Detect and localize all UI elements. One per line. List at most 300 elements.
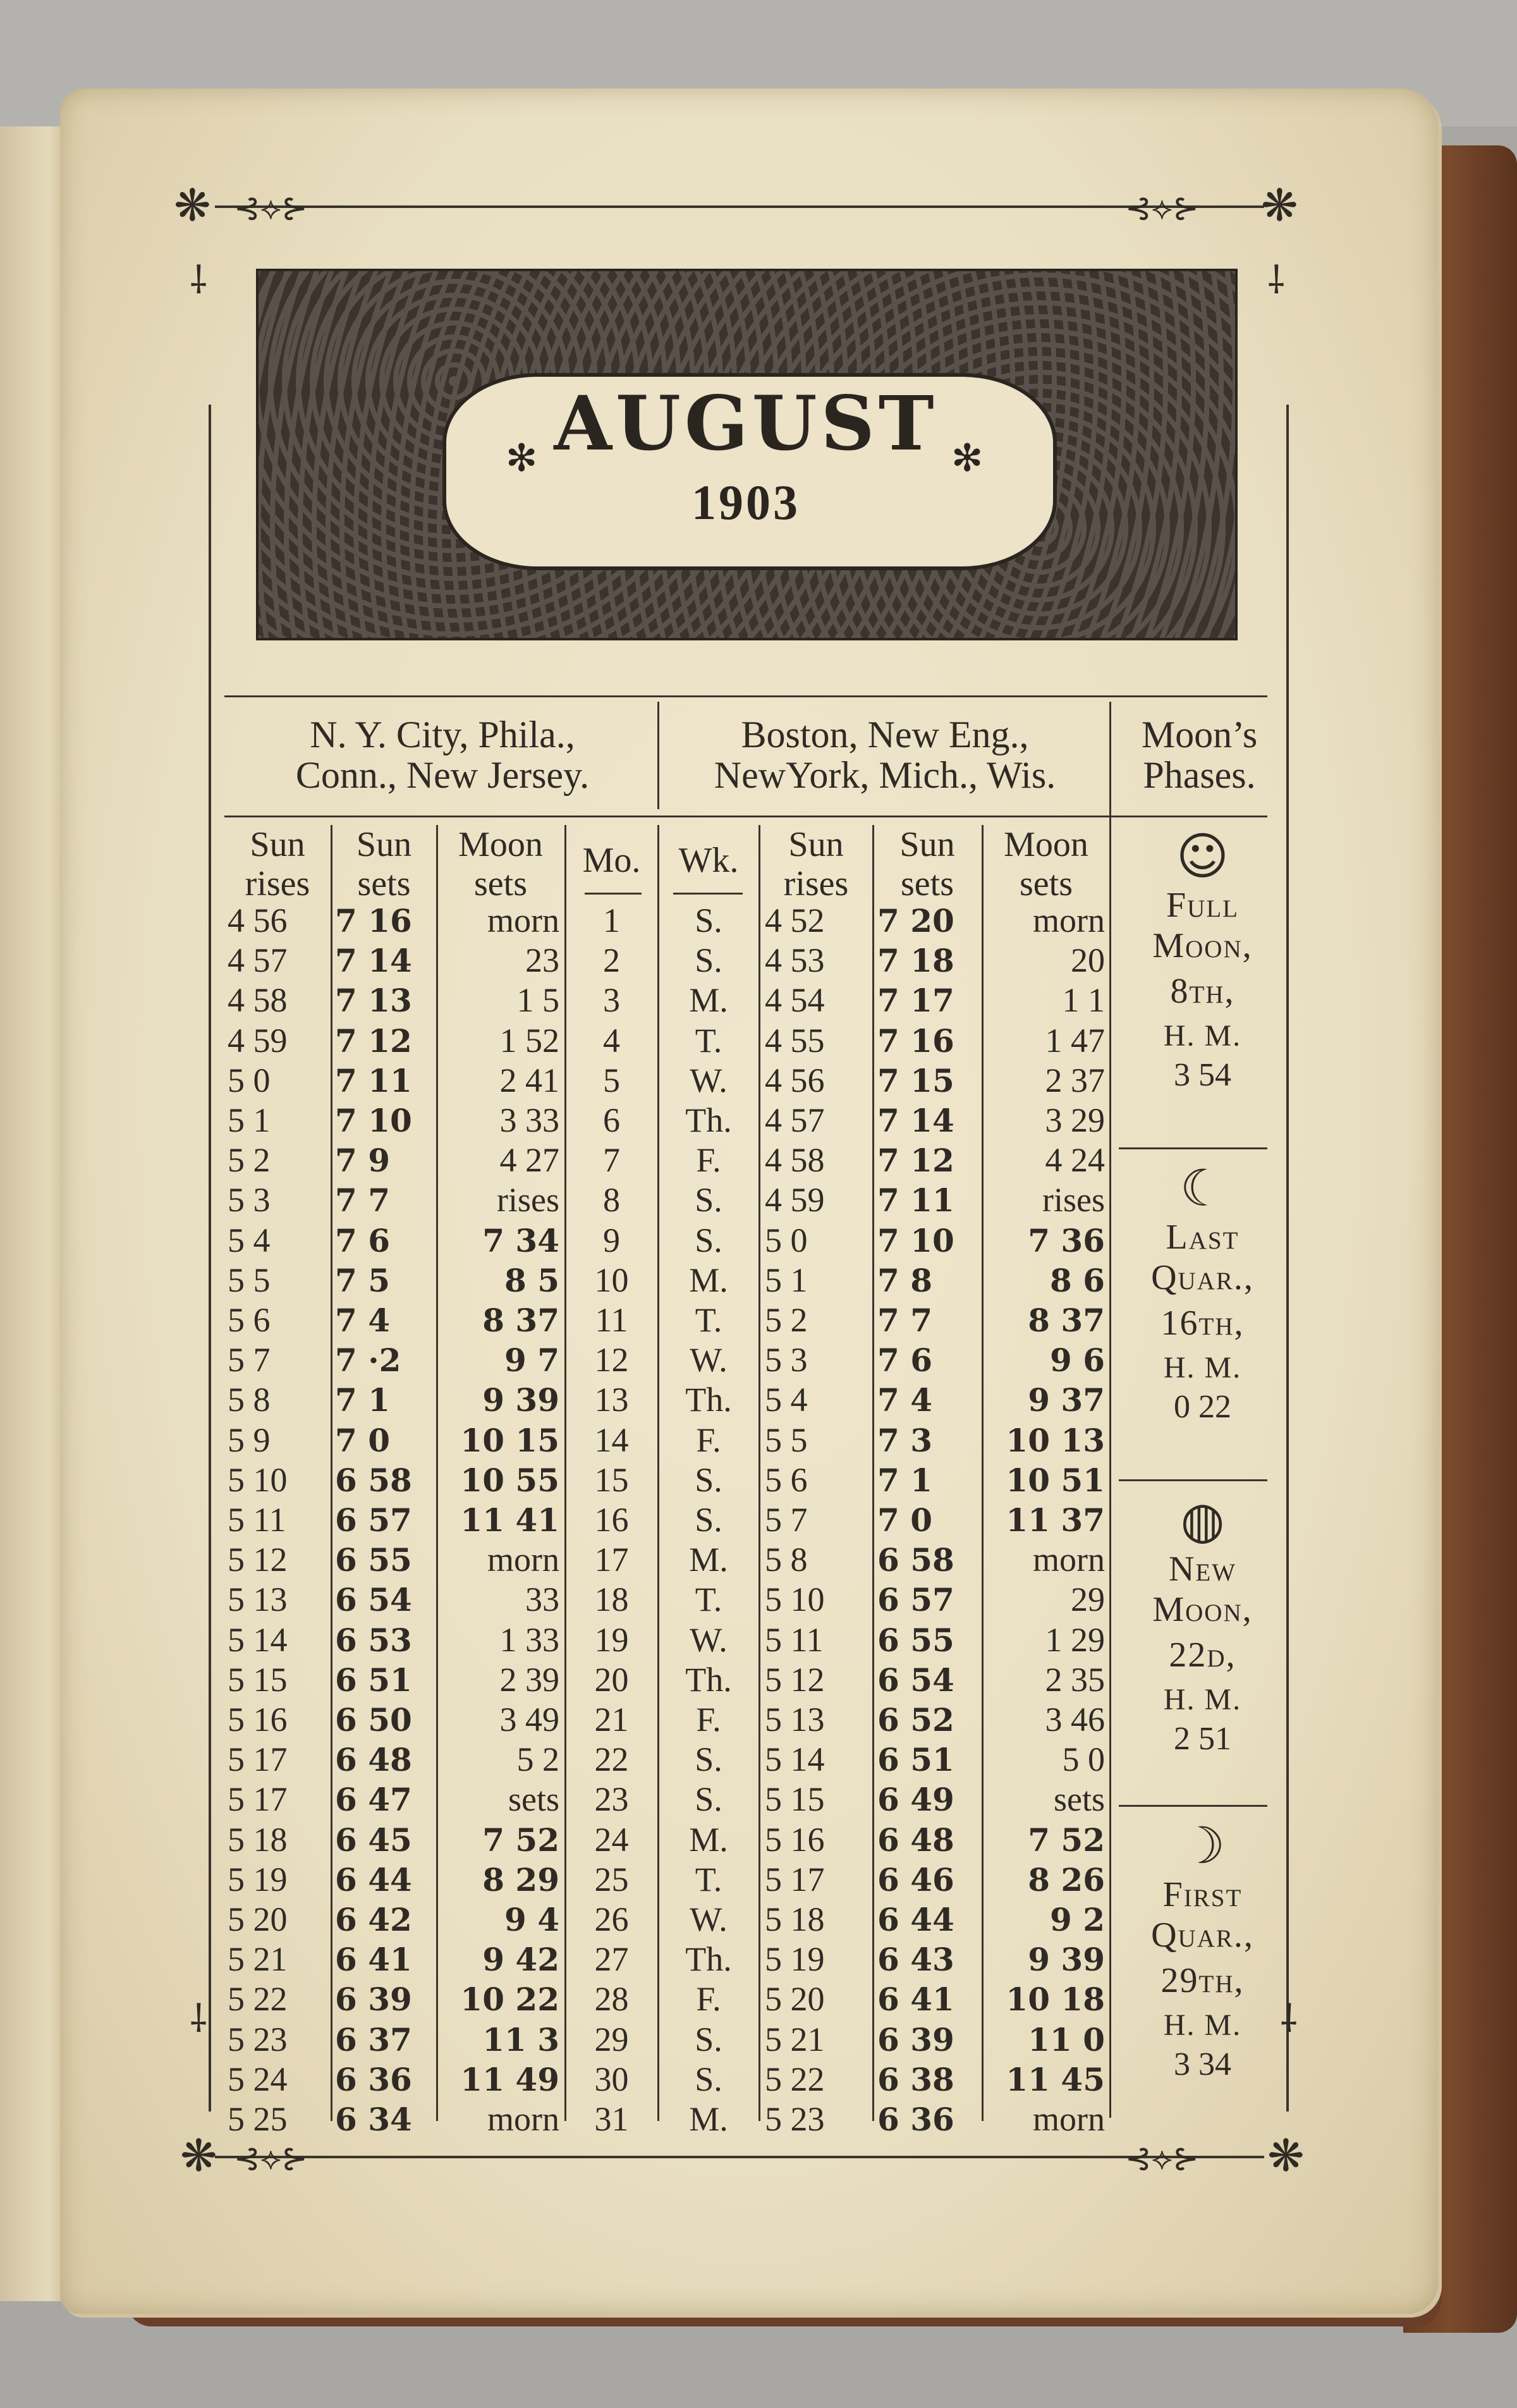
boston-sun-rises: 4 55 (765, 1021, 825, 1060)
weekday: M. (689, 1261, 728, 1299)
boston-sun-rises: 4 57 (765, 1101, 825, 1139)
weekday: F. (696, 1701, 721, 1739)
boston-moon-sets: 29 (1071, 1580, 1105, 1619)
boston-sun-sets: 7 1 (877, 1461, 932, 1499)
boston-moon-sets: 8 6 (1050, 1261, 1105, 1299)
table-row (0, 1061, 1517, 1101)
phase-divider (1119, 1147, 1267, 1149)
phase-divider (1119, 1479, 1267, 1481)
ny-moon-sets: 1 52 (499, 1021, 559, 1060)
boston-moon-sets: sets (1054, 1780, 1105, 1819)
ny-moon-sets: 3 33 (499, 1101, 559, 1139)
table-row (0, 1780, 1517, 1819)
ny-moon-sets: 4 27 (499, 1141, 559, 1180)
corner-ornament-icon: ❋ (174, 180, 211, 231)
table-row (0, 1180, 1517, 1220)
weekday: S. (695, 2020, 722, 2058)
region-divider (657, 702, 659, 809)
full-moon-face-icon: ☺ (1176, 827, 1229, 886)
ny-moon-sets: 2 39 (499, 1660, 559, 1699)
boston-moon-sets: 4 24 (1045, 1141, 1105, 1180)
boston-sun-rises: 5 21 (765, 2020, 825, 2058)
boston-moon-sets: morn (1033, 901, 1105, 939)
month-day: 16 (594, 1501, 629, 1539)
ny-sun-rises: 5 20 (228, 1900, 288, 1938)
month-title: AUGUST (554, 379, 938, 467)
last-quarter-icon: ☾ (1179, 1159, 1226, 1218)
ny-moon-sets: 8 37 (482, 1302, 559, 1339)
table-row (0, 1380, 1517, 1420)
boston-sun-sets: 6 36 (877, 2101, 954, 2138)
ny-sun-sets: 6 42 (335, 1901, 412, 1938)
ny-moon-sets: rises (497, 1181, 559, 1219)
ny-moon-sets: 9 4 (504, 1901, 559, 1938)
scroll-ornament-icon: ⊰⟡⊱ (234, 2140, 308, 2177)
ny-sun-rises: 5 21 (228, 1940, 288, 1979)
boston-moon-sets: 5 0 (1062, 1740, 1105, 1779)
boston-sun-rises: 5 2 (765, 1301, 808, 1339)
ny-sun-sets: 6 53 (335, 1621, 412, 1659)
weekday: S. (695, 1740, 722, 1779)
boston-sun-sets: 7 10 (877, 1221, 954, 1259)
ny-sun-sets: 6 58 (335, 1461, 412, 1499)
table-row (0, 1900, 1517, 1940)
ny-moon-sets: 7 34 (482, 1221, 559, 1259)
weekday: Th. (685, 1101, 732, 1139)
col-header-sun-sets: Sun sets (356, 825, 412, 903)
phase-day: 16th, (1161, 1304, 1245, 1343)
table-row (0, 1300, 1517, 1340)
weekday: T. (695, 1580, 722, 1619)
phase-day: 8th, (1170, 972, 1235, 1011)
ny-sun-rises: 5 12 (228, 1541, 288, 1579)
scroll-ornament-icon: ⊰⟡⊱ (1125, 2140, 1199, 2177)
table-row (0, 2020, 1517, 2060)
ny-sun-rises: 4 59 (228, 1021, 288, 1060)
phase-hm-label: H. M. (1163, 1019, 1242, 1053)
boston-moon-sets: 10 13 (1006, 1421, 1105, 1459)
ny-moon-sets: 11 49 (460, 2060, 559, 2098)
weekday: T. (695, 1021, 722, 1060)
month-day: 11 (595, 1301, 628, 1339)
boston-sun-sets: 6 43 (877, 1941, 954, 1979)
month-day: 25 (594, 1860, 629, 1898)
boston-sun-rises: 5 18 (765, 1900, 825, 1938)
month-day: 15 (594, 1460, 629, 1499)
table-row (0, 1101, 1517, 1140)
ny-sun-sets: 7 12 (335, 1022, 412, 1060)
ny-sun-rises: 4 56 (228, 901, 288, 939)
ny-moon-sets: 9 42 (482, 1941, 559, 1979)
month-day: 30 (594, 2060, 629, 2098)
boston-moon-sets: morn (1033, 1541, 1105, 1579)
month-day: 14 (594, 1421, 629, 1459)
ny-sun-rises: 5 24 (228, 2060, 288, 2098)
wk-underline (673, 893, 743, 895)
table-row (0, 1140, 1517, 1180)
ny-sun-rises: 5 11 (228, 1501, 286, 1539)
boston-moon-sets: 1 29 (1045, 1620, 1105, 1659)
month-day: 23 (594, 1780, 629, 1819)
boston-sun-rises: 5 12 (765, 1660, 825, 1699)
boston-moon-sets: 8 26 (1028, 1861, 1105, 1898)
phase-hm-label: H. M. (1163, 2008, 1242, 2042)
ny-moon-sets: 9 39 (482, 1381, 559, 1419)
col-header-sun-sets-2: Sun sets (899, 825, 955, 903)
weekday: Th. (685, 1940, 732, 1979)
ny-sun-sets: 6 54 (335, 1581, 412, 1619)
ny-sun-sets: 7 1 (335, 1381, 390, 1419)
weekday: W. (690, 1341, 728, 1379)
ny-sun-sets: 6 44 (335, 1861, 412, 1898)
ny-sun-sets: 6 48 (335, 1741, 412, 1779)
boston-sun-sets: 6 52 (877, 1701, 954, 1739)
phase-name-line1: First (1162, 1875, 1243, 1914)
phase-name-line1: Last (1166, 1218, 1240, 1257)
ny-sun-sets: 7 9 (335, 1142, 390, 1180)
boston-moon-sets: 3 46 (1045, 1701, 1105, 1739)
table-row (0, 1261, 1517, 1300)
boston-sun-rises: 5 19 (765, 1940, 825, 1979)
table-row (0, 1340, 1517, 1380)
scroll-ornament-icon: ⸸ (1267, 259, 1286, 303)
boston-sun-sets: 6 51 (877, 1741, 954, 1779)
phase-time: 3 34 (1174, 2046, 1231, 2082)
boston-sun-rises: 4 52 (765, 901, 825, 939)
scroll-ornament-icon: ⸸ (1280, 1997, 1298, 2041)
month-day: 6 (603, 1101, 620, 1139)
phase-name-line2: Moon, (1152, 926, 1253, 965)
table-row (0, 1620, 1517, 1660)
ny-moon-sets: 11 3 (482, 2020, 559, 2058)
table-row (0, 1460, 1517, 1500)
col-header-sun-rises-2: Sun rises (783, 825, 849, 903)
boston-sun-rises: 5 1 (765, 1261, 808, 1299)
boston-sun-rises: 5 13 (765, 1701, 825, 1739)
ny-sun-sets: 6 45 (335, 1821, 412, 1859)
boston-sun-rises: 5 4 (765, 1381, 808, 1419)
ny-moon-sets: 8 5 (504, 1261, 559, 1299)
ny-sun-rises: 5 23 (228, 2020, 288, 2058)
month-day: 7 (603, 1141, 620, 1180)
ny-sun-sets: 6 37 (335, 2020, 412, 2058)
ny-sun-rises: 5 5 (228, 1261, 271, 1299)
ny-moon-sets: 23 (525, 941, 559, 980)
phase-hm-label: H. M. (1163, 1351, 1242, 1384)
corner-ornament-icon: ❋ (1261, 180, 1298, 231)
boston-sun-rises: 4 53 (765, 941, 825, 980)
table-row (0, 1660, 1517, 1700)
ny-sun-sets: 6 55 (335, 1541, 412, 1579)
table-row (0, 1820, 1517, 1860)
moon-phase-1 (1119, 828, 1286, 1095)
boston-moon-sets: 20 (1071, 941, 1105, 980)
region-header-ny: N. Y. City, Phila., Conn., New Jersey. (295, 714, 590, 796)
month-day: 5 (603, 1061, 620, 1099)
boston-sun-rises: 5 23 (765, 2100, 825, 2138)
boston-sun-sets: 6 44 (877, 1901, 954, 1938)
boston-sun-sets: 6 39 (877, 2020, 954, 2058)
ny-sun-rises: 5 1 (228, 1101, 271, 1139)
ny-sun-sets: 6 39 (335, 1981, 412, 2019)
ny-moon-sets: 2 41 (499, 1061, 559, 1099)
boston-sun-sets: 7 3 (877, 1421, 932, 1459)
ny-sun-rises: 5 4 (228, 1221, 271, 1259)
weekday: S. (695, 1181, 722, 1219)
boston-sun-rises: 5 16 (765, 1820, 825, 1859)
boston-sun-sets: 7 14 (877, 1102, 954, 1139)
ny-moon-sets: morn (487, 2100, 559, 2138)
boston-moon-sets: 10 18 (1006, 1981, 1105, 2019)
scroll-ornament-icon: ⸸ (190, 1997, 208, 2041)
boston-sun-sets: 7 12 (877, 1142, 954, 1180)
ny-moon-sets: 9 7 (504, 1342, 559, 1379)
weekday: S. (695, 1221, 722, 1259)
corner-ornament-icon: ❋ (1267, 2130, 1305, 2182)
month-day: 1 (603, 901, 620, 939)
month-day: 26 (594, 1900, 629, 1938)
month-day: 19 (594, 1620, 629, 1659)
boston-moon-sets: 2 37 (1045, 1061, 1105, 1099)
ny-sun-sets: 6 57 (335, 1501, 412, 1539)
scroll-ornament-icon: ⸸ (190, 259, 208, 303)
boston-sun-rises: 5 11 (765, 1620, 824, 1659)
ny-sun-rises: 5 25 (228, 2100, 288, 2138)
year-title: 1903 (691, 475, 800, 530)
ny-sun-rises: 5 6 (228, 1301, 271, 1339)
boston-moon-sets: 2 35 (1045, 1660, 1105, 1699)
table-row (0, 1500, 1517, 1540)
ny-sun-rises: 5 8 (228, 1381, 271, 1419)
weekday: Th. (685, 1660, 732, 1699)
ny-moon-sets: 5 2 (516, 1740, 559, 1779)
new-moon-icon: ◍ (1180, 1491, 1225, 1549)
ny-sun-sets: 7 5 (335, 1261, 390, 1299)
ny-sun-sets: 7 10 (335, 1102, 412, 1139)
ny-sun-rises: 5 13 (228, 1580, 288, 1619)
month-day: 2 (603, 941, 620, 980)
boston-moon-sets: 1 1 (1062, 981, 1105, 1020)
weekday: F. (696, 1421, 721, 1459)
ny-sun-sets: 6 36 (335, 2060, 412, 2098)
ny-moon-sets: 7 52 (482, 1821, 559, 1859)
boston-sun-sets: 6 54 (877, 1661, 954, 1699)
ny-sun-rises: 4 58 (228, 981, 288, 1020)
ny-moon-sets: 1 33 (499, 1620, 559, 1659)
month-day: 18 (594, 1580, 629, 1619)
weekday: S. (695, 2060, 722, 2098)
weekday: T. (695, 1860, 722, 1898)
table-row (0, 1421, 1517, 1460)
weekday: W. (690, 1061, 728, 1099)
month-day: 27 (594, 1940, 629, 1979)
month-day: 28 (594, 1980, 629, 2019)
ny-sun-sets: 7 7 (335, 1182, 390, 1219)
ny-sun-rises: 5 19 (228, 1860, 288, 1898)
boston-sun-rises: 5 8 (765, 1541, 808, 1579)
ny-moon-sets: 10 55 (460, 1461, 559, 1499)
ny-sun-sets: 7 16 (335, 902, 412, 939)
boston-sun-sets: 7 6 (877, 1342, 932, 1379)
moon-phase-4 (1119, 1818, 1286, 2084)
boston-sun-sets: 7 11 (877, 1182, 954, 1219)
boston-sun-sets: 6 58 (877, 1541, 954, 1579)
boston-sun-rises: 5 0 (765, 1221, 808, 1259)
ny-sun-sets: 7 6 (335, 1221, 390, 1259)
table-row (0, 981, 1517, 1020)
ny-sun-sets: 7 0 (335, 1421, 390, 1459)
ny-sun-rises: 5 9 (228, 1421, 271, 1459)
weekday: F. (696, 1141, 721, 1180)
boston-moon-sets: 1 47 (1045, 1021, 1105, 1060)
ny-moon-sets: 10 22 (460, 1981, 559, 2019)
table-row (0, 1979, 1517, 2019)
ny-moon-sets: 8 29 (482, 1861, 559, 1898)
table-row (0, 1021, 1517, 1061)
ny-sun-sets: 6 34 (335, 2101, 412, 2138)
boston-sun-rises: 5 3 (765, 1341, 808, 1379)
table-row (0, 901, 1517, 941)
ny-moon-sets: sets (508, 1780, 559, 1819)
phase-name-line2: Moon, (1152, 1590, 1253, 1629)
col-header-month-day: Mo. (582, 841, 641, 880)
boston-sun-sets: 6 57 (877, 1581, 954, 1619)
col-header-moon-sets-2: Moon sets (1004, 825, 1088, 903)
boston-sun-sets: 7 7 (877, 1302, 932, 1339)
ny-sun-sets: 6 41 (335, 1941, 412, 1979)
table-row (0, 1860, 1517, 1900)
boston-sun-sets: 7 4 (877, 1381, 932, 1419)
month-day: 24 (594, 1820, 629, 1859)
ny-sun-sets: 6 50 (335, 1701, 412, 1739)
ny-sun-rises: 5 10 (228, 1460, 288, 1499)
ny-sun-rises: 5 16 (228, 1701, 288, 1739)
month-day: 22 (594, 1740, 629, 1779)
ny-sun-rises: 5 17 (228, 1780, 288, 1819)
month-day: 13 (594, 1381, 629, 1419)
boston-sun-sets: 7 16 (877, 1022, 954, 1060)
table-row (0, 1740, 1517, 1780)
month-day: 29 (594, 2020, 629, 2058)
boston-sun-rises: 5 22 (765, 2060, 825, 2098)
boston-moon-sets: morn (1033, 2100, 1105, 2138)
weekday: S. (695, 1780, 722, 1819)
boston-moon-sets: 3 29 (1045, 1101, 1105, 1139)
phase-time: 0 22 (1174, 1389, 1231, 1425)
boston-moon-sets: 8 37 (1028, 1302, 1105, 1339)
boston-moon-sets: 9 39 (1028, 1941, 1105, 1979)
boston-moon-sets: 9 6 (1050, 1342, 1105, 1379)
weekday: M. (689, 981, 728, 1020)
ny-sun-sets: 7 4 (335, 1302, 390, 1339)
col-header-moon-sets: Moon sets (458, 825, 543, 903)
moon-phase-2 (1119, 1160, 1286, 1427)
ny-sun-rises: 5 3 (228, 1181, 271, 1219)
month-day: 20 (594, 1660, 629, 1699)
ny-sun-rises: 5 18 (228, 1820, 288, 1859)
boston-moon-sets: 7 36 (1028, 1221, 1105, 1259)
boston-sun-sets: 6 46 (877, 1861, 954, 1898)
ny-moon-sets: 10 15 (460, 1421, 559, 1459)
phase-day: 22d, (1169, 1635, 1236, 1675)
weekday: F. (696, 1980, 721, 2019)
table-row (0, 1221, 1517, 1261)
boston-sun-sets: 6 49 (877, 1781, 954, 1819)
ny-sun-rises: 5 14 (228, 1620, 288, 1659)
col-header-weekday: Wk. (678, 841, 739, 880)
table-top-rule (224, 695, 1267, 697)
ny-sun-sets: 7 ·2 (335, 1342, 401, 1379)
month-day: 31 (594, 2100, 629, 2138)
phase-hm-label: H. M. (1163, 1683, 1242, 1716)
ny-sun-sets: 6 51 (335, 1661, 412, 1699)
boston-moon-sets: rises (1042, 1181, 1105, 1219)
phase-divider (1119, 1805, 1267, 1807)
ny-sun-rises: 5 17 (228, 1740, 288, 1779)
boston-moon-sets: 7 52 (1028, 1821, 1105, 1859)
boston-moon-sets: 11 45 (1006, 2060, 1105, 2098)
boston-sun-rises: 4 59 (765, 1181, 825, 1219)
boston-sun-rises: 4 56 (765, 1061, 825, 1099)
month-day: 8 (603, 1181, 620, 1219)
moon-phase-3 (1119, 1492, 1286, 1759)
boston-sun-sets: 6 48 (877, 1821, 954, 1859)
table-row (0, 2060, 1517, 2099)
month-day: 9 (603, 1221, 620, 1259)
boston-sun-rises: 5 20 (765, 1980, 825, 2019)
scroll-ornament-icon: ⊰⟡⊱ (234, 190, 308, 226)
boston-sun-rises: 5 15 (765, 1780, 825, 1819)
weekday: S. (695, 1460, 722, 1499)
boston-sun-rises: 5 5 (765, 1421, 808, 1459)
phase-time: 2 51 (1174, 1721, 1231, 1757)
ny-moon-sets: morn (487, 1541, 559, 1579)
region-header-moon-phases: Moon’s Phases. (1141, 714, 1258, 796)
phase-name-line1: New (1168, 1549, 1237, 1589)
table-row (0, 1580, 1517, 1620)
ny-moon-sets: 11 41 (460, 1501, 559, 1539)
month-day: 12 (594, 1341, 629, 1379)
boston-sun-rises: 5 6 (765, 1460, 808, 1499)
boston-sun-sets: 7 20 (877, 902, 954, 939)
phase-time: 3 54 (1174, 1057, 1231, 1093)
boston-sun-rises: 5 17 (765, 1860, 825, 1898)
boston-sun-sets: 7 8 (877, 1261, 932, 1299)
ny-moon-sets: 3 49 (499, 1701, 559, 1739)
boston-sun-sets: 6 41 (877, 1981, 954, 2019)
ny-moon-sets: 1 5 (516, 981, 559, 1020)
weekday: M. (689, 2100, 728, 2138)
boston-sun-rises: 5 10 (765, 1580, 825, 1619)
boston-sun-sets: 7 17 (877, 982, 954, 1020)
boston-moon-sets: 11 37 (1006, 1501, 1105, 1539)
region-header-boston: Boston, New Eng., NewYork, Mich., Wis. (714, 714, 1056, 796)
frame-bottom-rule (215, 2156, 1264, 2158)
ny-moon-sets: 33 (525, 1580, 559, 1619)
phase-name-line2: Quar., (1151, 1916, 1254, 1955)
table-row (0, 941, 1517, 981)
boston-sun-rises: 4 54 (765, 981, 825, 1020)
mo-underline (585, 893, 642, 895)
ny-sun-rises: 5 22 (228, 1980, 288, 2019)
boston-sun-sets: 7 18 (877, 942, 954, 980)
ny-sun-rises: 5 0 (228, 1061, 271, 1099)
weekday: T. (695, 1301, 722, 1339)
month-day: 21 (594, 1701, 629, 1739)
ny-sun-rises: 5 7 (228, 1341, 271, 1379)
boston-sun-sets: 7 15 (877, 1061, 954, 1099)
table-row (0, 1700, 1517, 1740)
